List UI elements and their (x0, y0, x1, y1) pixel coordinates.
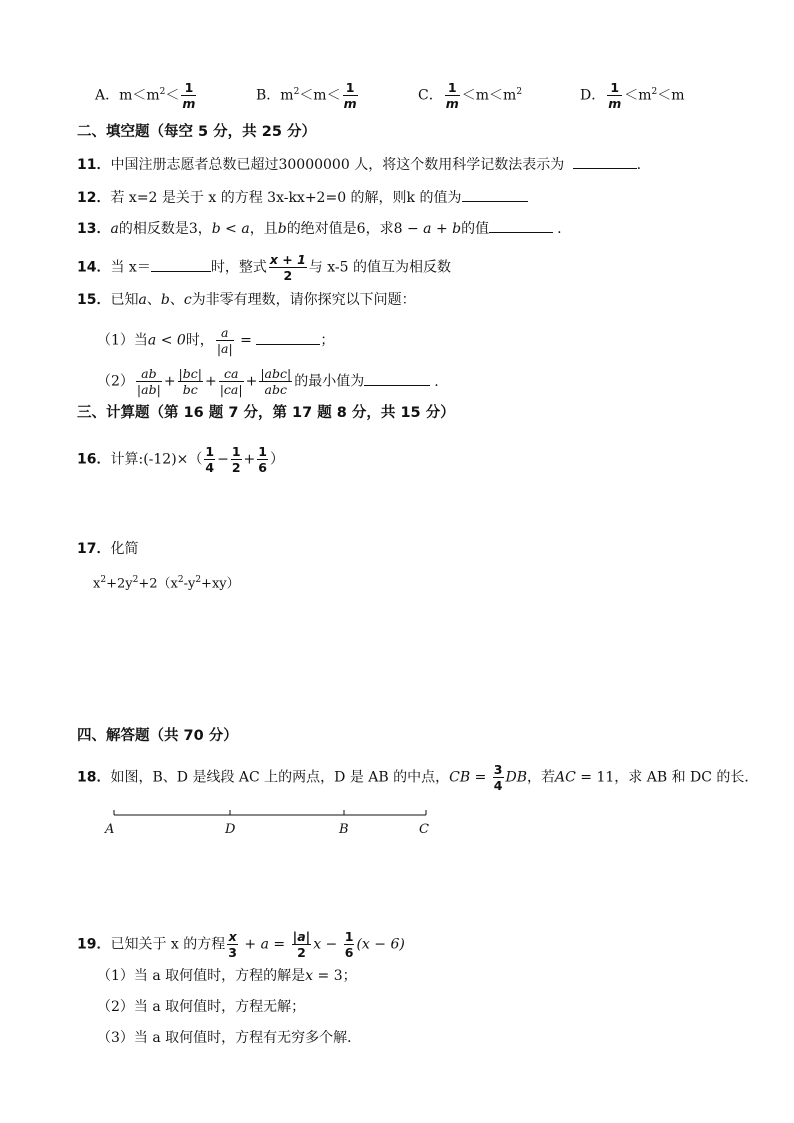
question-16: 16．计算:(-12)×（ $\frac{1}{4}$ − $\frac{1}{2}$ + $\frac{1}{6}$ ） (77, 444, 284, 475)
line-segment-figure (100, 806, 440, 840)
question-19: 19．已知关于 x 的方程 $\frac{x}{3}$ + a = $\frac{|a|}{2}$ x − $\frac{1}{6}$ (x − 6) (77, 929, 405, 960)
label-c: C (419, 822, 429, 837)
answer-blank (256, 330, 320, 345)
fraction: $\frac{1}{m}$ (343, 80, 357, 111)
fraction: $\frac{a}{|a|}$ (216, 325, 233, 356)
label-b: B (339, 822, 349, 837)
question-18: 18．如图，B、D 是线段 AC 上的两点，D 是 AB 的中点，CB = $\frac{3}{4}$ DB，若AC = 11，求 AB 和 DC 的长． (77, 762, 759, 793)
fraction: $\frac{\text{|abc|}}{\text{abc}}$ (260, 366, 292, 397)
fraction: $\frac{|bc|}{bc}$ (178, 366, 202, 397)
label-a: A (105, 822, 115, 837)
fraction: $\frac{1}{6}$ (344, 929, 354, 960)
question-14: 14．当 x＝ 时，整式 $\frac{x + 1}{2}$ 与 x-5 的值互为相反数 (77, 252, 451, 283)
fraction: $\frac{1}{m}$ (608, 80, 622, 111)
fraction: $\frac{ca}{|ca|}$ (219, 366, 243, 397)
question-17-expression: $x^2+2y^2+2(x^2-y^2+xy)$ (93, 575, 240, 592)
fraction: $\frac{1}{m}$ (445, 80, 459, 111)
answer-blank (364, 371, 430, 386)
question-15: 15．已知a、b、c为非零有理数，请你探究以下问题： (77, 292, 416, 308)
fraction: $\frac{1}{m}$ (182, 80, 196, 111)
section-title-fill-in: 二、填空题（每空 5 分，共 25 分） (77, 124, 316, 140)
fraction: $\frac{|a|}{2}$ (292, 929, 311, 960)
answer-blank (573, 154, 637, 169)
fraction: $\frac{3}{4}$ (493, 762, 503, 793)
fraction: $\frac{ab}{|ab|}$ (136, 366, 161, 397)
option-b: B．$m^2<m<$ $\frac{1}{m}$ (256, 80, 357, 111)
fraction: $\frac{1}{4}$ (205, 444, 215, 475)
option-a: A．$m<m^2<$ $\frac{1}{m}$ (95, 80, 196, 111)
label-d: D (225, 822, 236, 837)
answer-blank (462, 187, 528, 202)
question-12: 12．若 x=2 是关于 x 的方程 3x-kx+2=0 的解，则k 的值为 (77, 187, 528, 208)
option-d: D． $\frac{1}{m}$ $<m^2<m$ (580, 80, 685, 111)
answer-blank (151, 257, 211, 272)
question-19-part-1: （1）当 a 取何值时，方程的解是x = 3； (97, 968, 357, 984)
question-11: 11．中国注册志愿者总数已超过30000000 人，将这个数用科学记数法表示为 . (77, 154, 641, 175)
fraction: $\frac{1}{6}$ (258, 444, 267, 475)
question-17: 17．化简 (77, 541, 139, 557)
fraction: $\frac{1}{2}$ (231, 444, 241, 475)
question-19-part-2: （2）当 a 取何值时，方程无解； (97, 999, 306, 1015)
option-c: C． $\frac{1}{m}$ $<m<m^2$ (418, 80, 523, 111)
fraction: $\frac{x}{3}$ (228, 929, 237, 960)
section-title-calculation: 三、计算题（第 16 题 7 分，第 17 题 8 分，共 15 分） (77, 405, 455, 421)
question-19-part-3: （3）当 a 取何值时，方程有无穷多个解． (97, 1030, 362, 1046)
answer-blank (489, 218, 553, 233)
fraction: $\frac{x + 1}{2}$ (269, 252, 306, 283)
question-15-part-1: （1）当a < 0时， $\frac{a}{|a|}$ = ； (97, 325, 335, 356)
question-15-part-2: （2） $\frac{ab}{|ab|}$ + $\frac{|bc|}{bc}$ + $\frac{ca}{|ca|}$ + $\frac{\text{|abc|}}{\text{abc}}$ 的最小值为 . (97, 366, 439, 397)
section-title-solutions: 四、解答题（共 70 分） (77, 728, 238, 744)
question-13: 13．a的相反数是3，b < a，且b的绝对值是6，求8 − a + b的值 . (77, 218, 562, 239)
